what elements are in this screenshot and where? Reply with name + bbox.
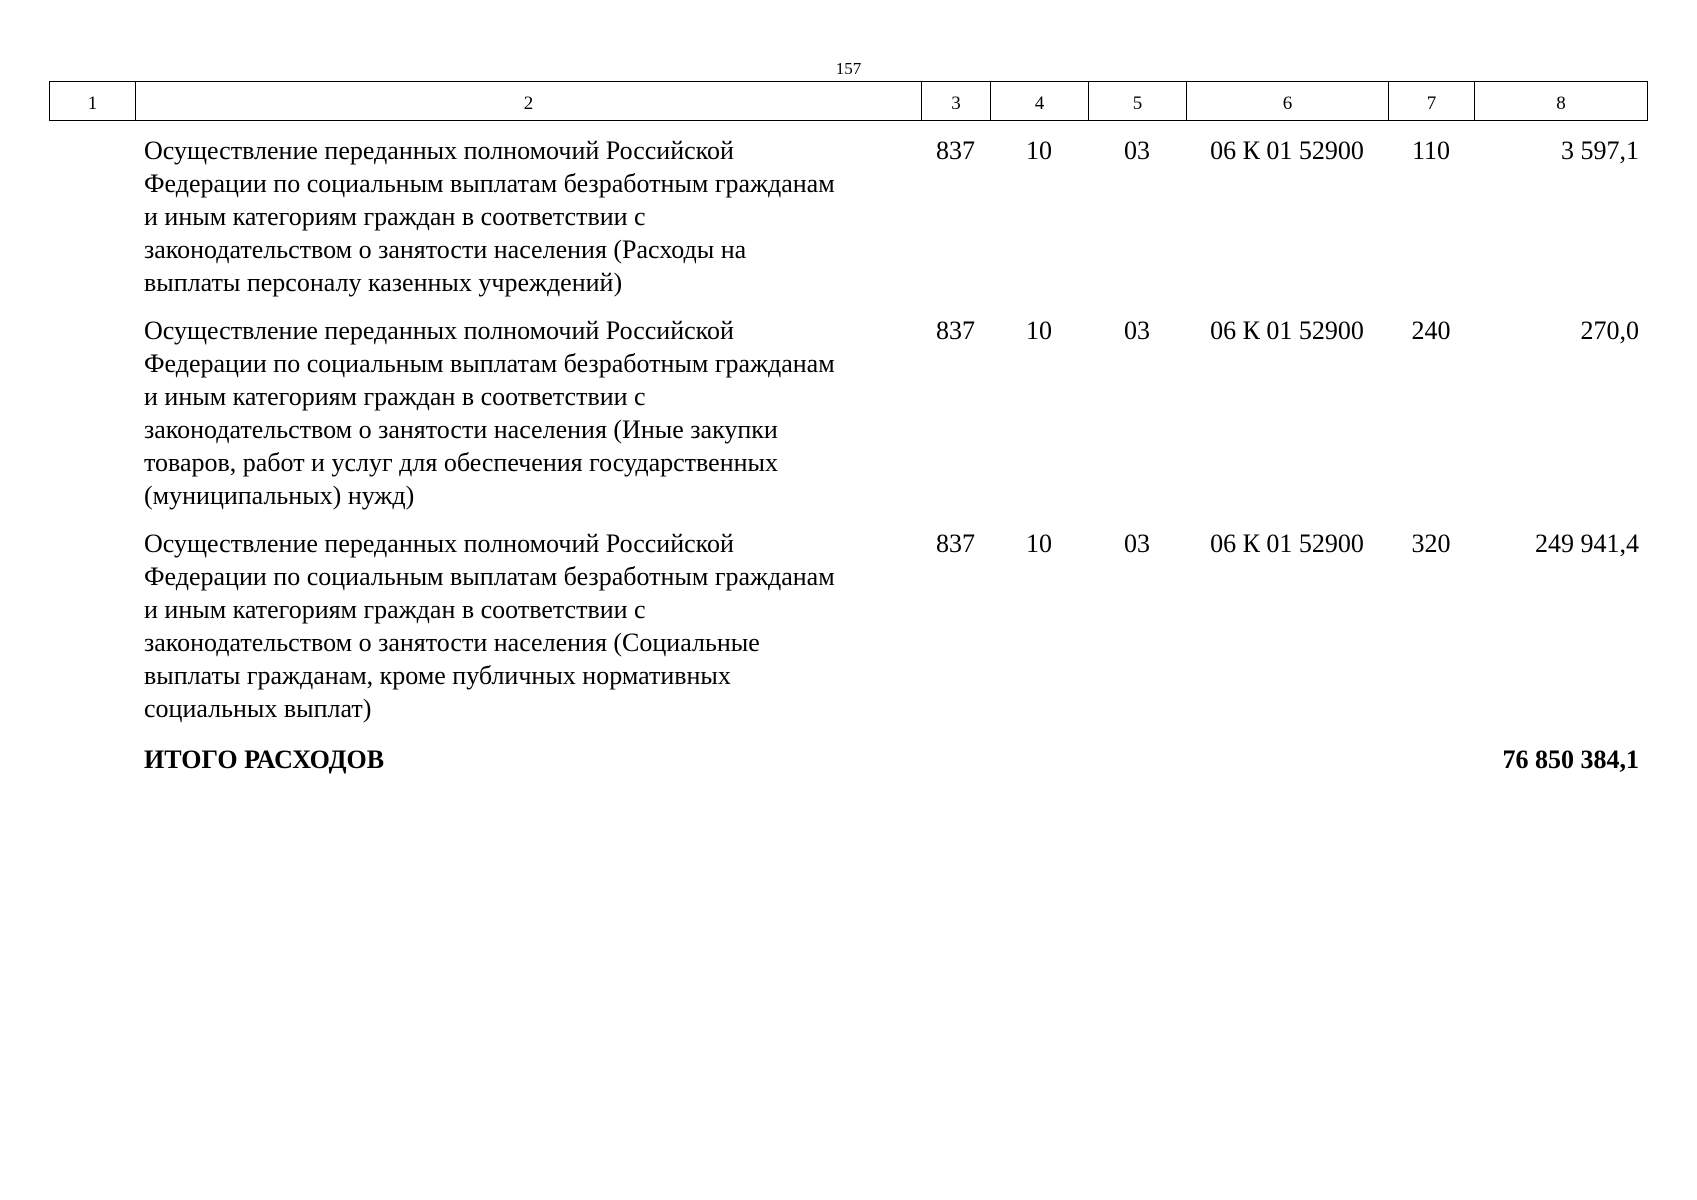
column-number-header xyxy=(49,81,1648,121)
description-line: Федерации по социальным выплатам безработным гражданам xyxy=(144,562,835,591)
page-number: 157 xyxy=(835,59,862,78)
cell-target-article: 06 К 01 52900 xyxy=(1210,529,1364,558)
cell-expense-type: 320 xyxy=(1411,529,1451,558)
column-number-4: 4 xyxy=(991,82,1089,121)
cell-expense-type: 110 xyxy=(1411,136,1451,165)
cell-subsection: 03 xyxy=(1124,529,1150,558)
total-label: ИТОГО РАСХОДОВ xyxy=(144,745,385,774)
column-number-3: 3 xyxy=(922,82,991,121)
column-number-5: 5 xyxy=(1089,82,1187,121)
table-row xyxy=(49,134,1641,299)
cell-subsection: 03 xyxy=(1124,316,1150,345)
cell-target-article: 06 К 01 52900 xyxy=(1210,136,1364,165)
cell-subsection: 03 xyxy=(1124,136,1150,165)
description-line: социальных выплат) xyxy=(144,694,372,723)
cell-description xyxy=(135,314,921,512)
header-row xyxy=(50,82,1648,121)
column-number-7: 7 xyxy=(1389,82,1475,121)
cell-ministry-code: 837 xyxy=(936,529,975,558)
description-line: выплаты гражданам, кроме публичных нормативных xyxy=(144,661,731,690)
description-line: Федерации по социальным выплатам безработным гражданам xyxy=(144,349,835,378)
cell-description xyxy=(135,527,921,725)
column-number-1: 1 xyxy=(50,82,136,121)
cell-amount: 270,0 xyxy=(1580,316,1639,345)
cell-ministry-code: 837 xyxy=(936,136,975,165)
description-line: и иным категориям граждан в соответствии с xyxy=(144,202,646,231)
cell-ministry-code: 837 xyxy=(936,316,975,345)
column-number-6: 6 xyxy=(1187,82,1389,121)
description-line: и иным категориям граждан в соответствии с xyxy=(144,382,646,411)
description-line: законодательством о занятости населения (Расходы на xyxy=(144,235,747,264)
cell-section: 10 xyxy=(1026,136,1052,165)
total-row xyxy=(49,743,1641,776)
description-line: и иным категориям граждан в соответствии с xyxy=(144,595,646,624)
description-line: Осуществление переданных полномочий Российской xyxy=(144,136,734,165)
description-line: законодательством о занятости населения (Социальные xyxy=(144,628,760,657)
table-row xyxy=(49,527,1641,725)
description-line: законодательством о занятости населения (Иные закупки xyxy=(144,415,778,444)
description-line: Осуществление переданных полномочий Российской xyxy=(144,316,734,345)
description-line: (муниципальных) нужд) xyxy=(144,481,415,510)
cell-expense-type: 240 xyxy=(1411,316,1451,345)
total-amount: 76 850 384,1 xyxy=(1502,745,1639,774)
table-row xyxy=(49,314,1641,512)
description-line: Осуществление переданных полномочий Российской xyxy=(144,529,734,558)
cell-section: 10 xyxy=(1026,316,1052,345)
expense-table-body xyxy=(49,134,1641,776)
description-line: выплаты персоналу казенных учреждений) xyxy=(144,268,623,297)
column-number-8: 8 xyxy=(1475,82,1648,121)
cell-amount: 3 597,1 xyxy=(1561,136,1639,165)
cell-description xyxy=(135,134,921,299)
column-number-2: 2 xyxy=(136,82,922,121)
cell-target-article: 06 К 01 52900 xyxy=(1210,316,1364,345)
cell-amount: 249 941,4 xyxy=(1535,529,1639,558)
cell-section: 10 xyxy=(1026,529,1052,558)
description-line: Федерации по социальным выплатам безработным гражданам xyxy=(144,169,835,198)
description-line: товаров, работ и услуг для обеспечения государственных xyxy=(144,448,778,477)
